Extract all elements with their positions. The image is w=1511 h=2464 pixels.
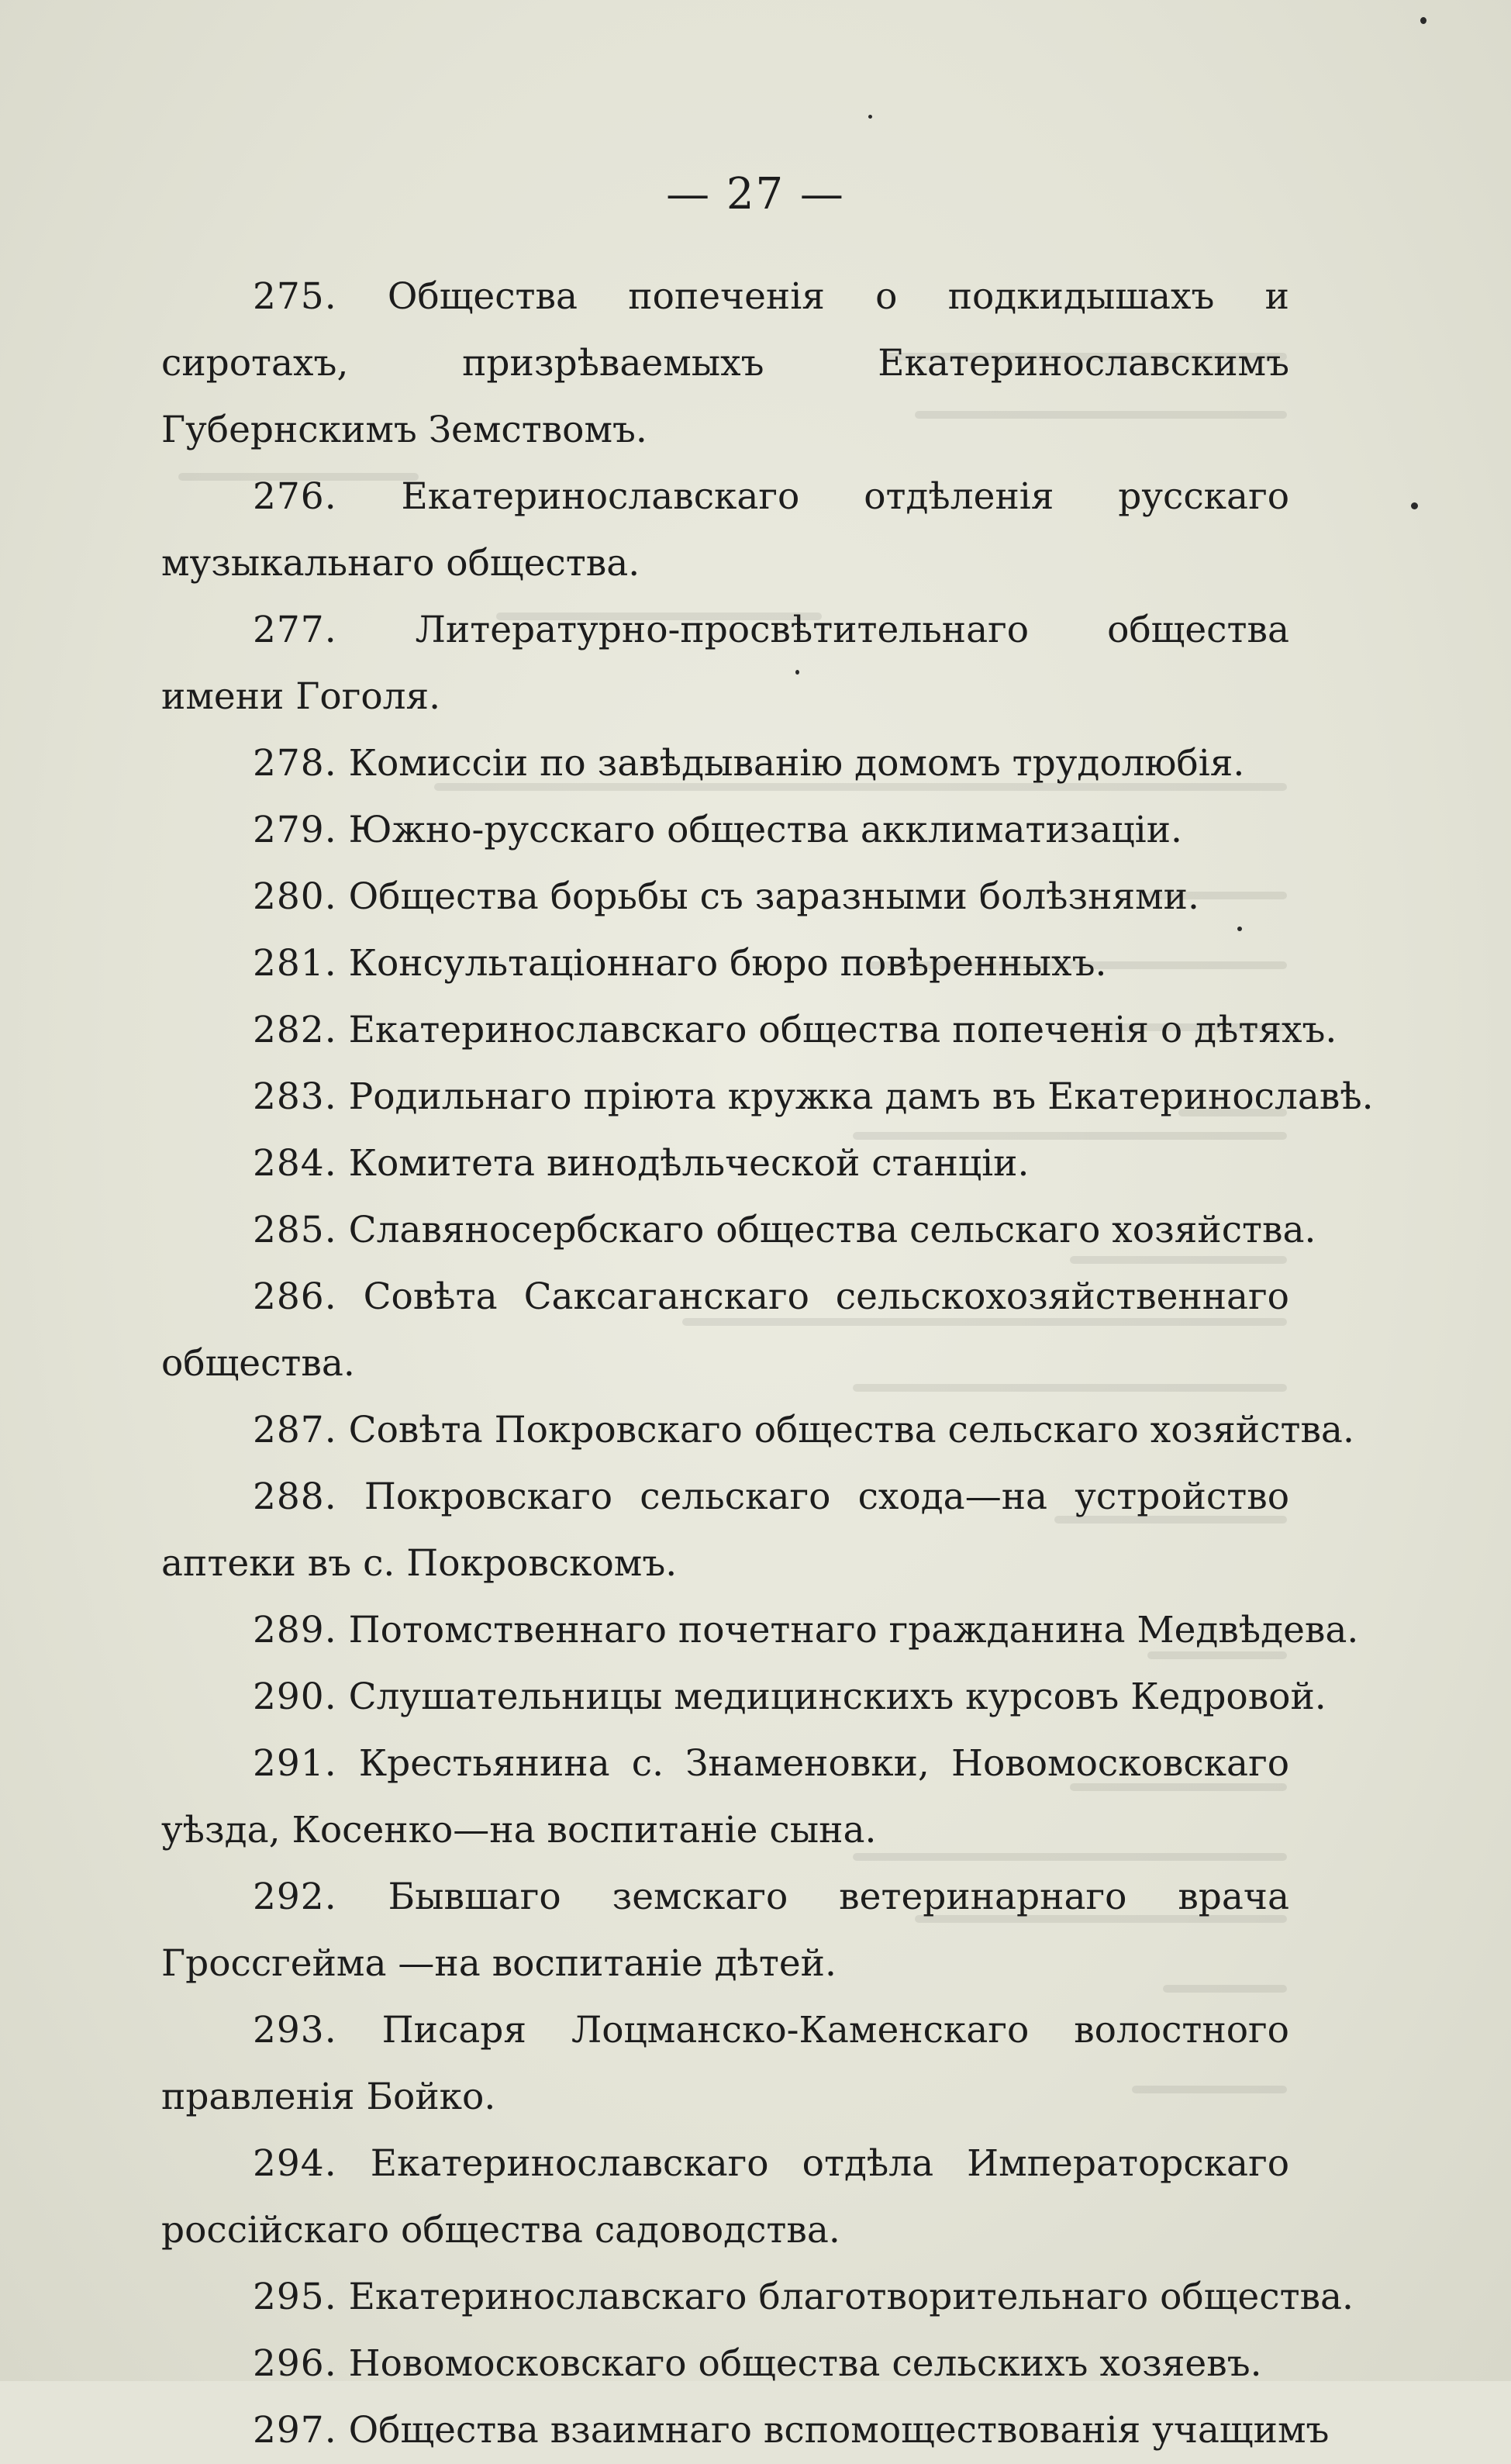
list-item: 275. Общества попеченія о подкидышахъ и сиротахъ, призрѣваемыхъ Екатеринославскимъ Губернскимъ Земствомъ.: [161, 275, 1289, 451]
ink-speck: [1420, 17, 1426, 24]
page-number: — 27 —: [666, 169, 845, 219]
ink-speck: [868, 115, 872, 119]
list-item: 292. Бывшаго земскаго ветеринарнаго врача Гроссгейма —на воспитаніе дѣтей.: [161, 1876, 1289, 1985]
list-item: 284. Комитета винодѣльческой станціи.: [253, 1142, 1030, 1185]
list-item: 291. Крестьянина с. Знаменовки, Новомосковскаго уѣзда, Косенко—на воспитаніе сына.: [161, 1742, 1289, 1851]
list-item: 281. Консультаціоннаго бюро повѣренныхъ.: [253, 942, 1107, 985]
list-item: 282. Екатеринославскаго общества попеченія о дѣтяхъ.: [253, 1009, 1337, 1051]
list-item: 289. Потомственнаго почетнаго гражданина Медвѣдева.: [253, 1609, 1359, 1651]
list-item: 296. Новомосковскаго общества сельскихъ хозяевъ.: [253, 2342, 1262, 2385]
list-item: 290. Слушательницы медицинскихъ курсовъ Кедровой.: [253, 1675, 1326, 1718]
ink-speck: [1411, 502, 1418, 509]
list-item: 278. Комиссіи по завѣдыванію домомъ трудолюбія.: [253, 742, 1245, 785]
list-item: 293. Писаря Лоцманско-Каменскаго волостного правленія Бойко.: [161, 2009, 1289, 2118]
list-item: 283. Родильнаго пріюта кружка дамъ въ Екатеринославѣ.: [253, 1075, 1374, 1118]
list-item: 294. Екатеринославскаго отдѣла Императорскаго россійскаго общества садоводства.: [161, 2142, 1289, 2252]
list-item: 279. Южно-русскаго общества акклиматизаціи.: [253, 809, 1182, 851]
entry-list: [161, 264, 1374, 2464]
list-item: 277. Литературно-просвѣтительнаго общества имени Гоголя.: [161, 609, 1289, 718]
list-item: 287. Совѣта Покровскаго общества сельскаго хозяйства.: [253, 1409, 1354, 1451]
list-item: 297. Общества взаимнаго вспомоществованія учащимъ: [253, 2409, 1330, 2452]
list-item: 288. Покровскаго сельскаго схода—на устройство аптеки въ с. Покровскомъ.: [161, 1475, 1289, 1585]
list-item: 276. Екатеринославскаго отдѣленія русскаго музыкальнаго общества.: [161, 475, 1289, 585]
list-item: 295. Екатеринославскаго благотворительнаго общества.: [253, 2276, 1354, 2318]
list-item: 286. Совѣта Саксаганскаго сельскохозяйственнаго общества.: [161, 1275, 1289, 1385]
list-item: 285. Славяносербскаго общества сельскаго хозяйства.: [253, 1209, 1316, 1251]
list-item: 280. Общества борьбы съ заразными болѣзнями.: [253, 875, 1199, 918]
